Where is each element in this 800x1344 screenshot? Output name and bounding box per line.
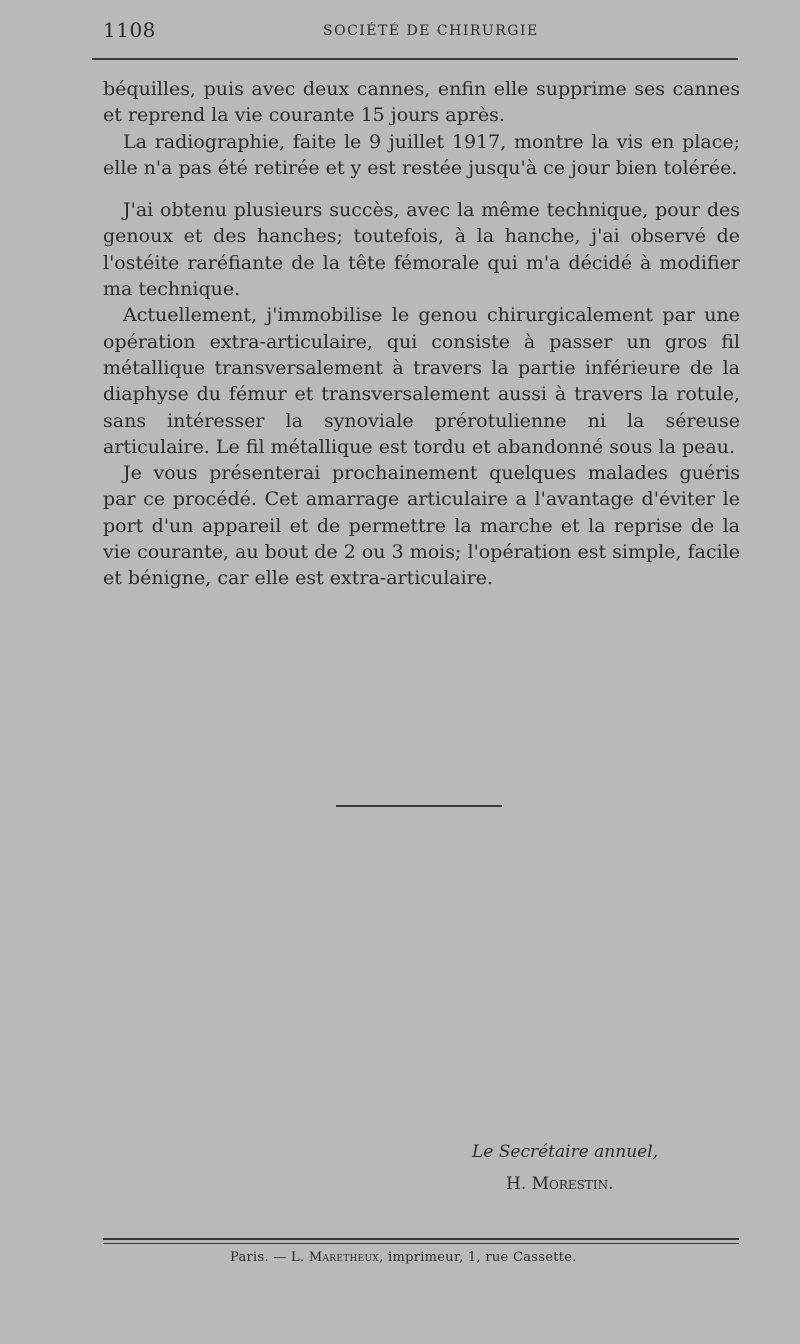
signature-block (472, 1136, 732, 1200)
paragraph: Je vous présenterai prochainement quelques malades guéris par ce procédé. Cet amarrage articulaire a l'avantage d'éviter le port d'un appareil et de permettre la marche et la reprise de la vie courante, au bout de 2 ou 3 mois; l'opération est simple, facile et bénigne, car elle est extra-articulaire. (103, 462, 740, 590)
page-number: 1108 (103, 18, 156, 42)
paragraph: La radiographie, faite le 9 juillet 1917, montre la vis en place; elle n'a pas été retirée et y est restée jusqu'à ce jour bien tolérée. (103, 130, 740, 179)
signature-name: H. Morestin. (506, 1174, 614, 1194)
imprint-suffix: , imprimeur, 1, rue Cassette. (379, 1250, 577, 1265)
imprint-prefix: Paris. — L. (230, 1250, 305, 1265)
paragraph: Actuellement, j'immobilise le genou chirurgicalement par une opération extra-articulaire, qui consiste à passer un gros fil métallique transversalement à travers la partie inférieure de la diaphyse du fémur et transversalement aussi à travers la rotule, sans intéresser la synoviale prérotulienne ni la séreuse articulaire. Le fil métallique est tordu et abandonné sous la peau. (103, 304, 740, 458)
footer-rule-top (103, 1238, 739, 1240)
page-header (103, 18, 735, 42)
body-text (103, 76, 740, 592)
header-rule (92, 58, 738, 60)
imprint-printer: Maretheux (308, 1250, 380, 1265)
signature-title: Le Secrétaire annuel, (472, 1142, 659, 1162)
paragraph: J'ai obtenu plusieurs succès, avec la même technique, pour des genoux et des hanches; toutefois, à la hanche, j'ai observé de l'ostéite raréfiante de la tête fémorale qui m'a décidé à modifier ma technique. (103, 199, 740, 301)
footer-rule-bottom (103, 1243, 739, 1244)
paragraph: béquilles, puis avec deux cannes, enfin elle supprime ses cannes et reprend la vie courante 15 jours après. (103, 78, 740, 127)
running-head: SOCIÉTÉ DE CHIRURGIE (323, 23, 539, 39)
printer-imprint (230, 1250, 577, 1265)
section-divider (336, 805, 502, 807)
